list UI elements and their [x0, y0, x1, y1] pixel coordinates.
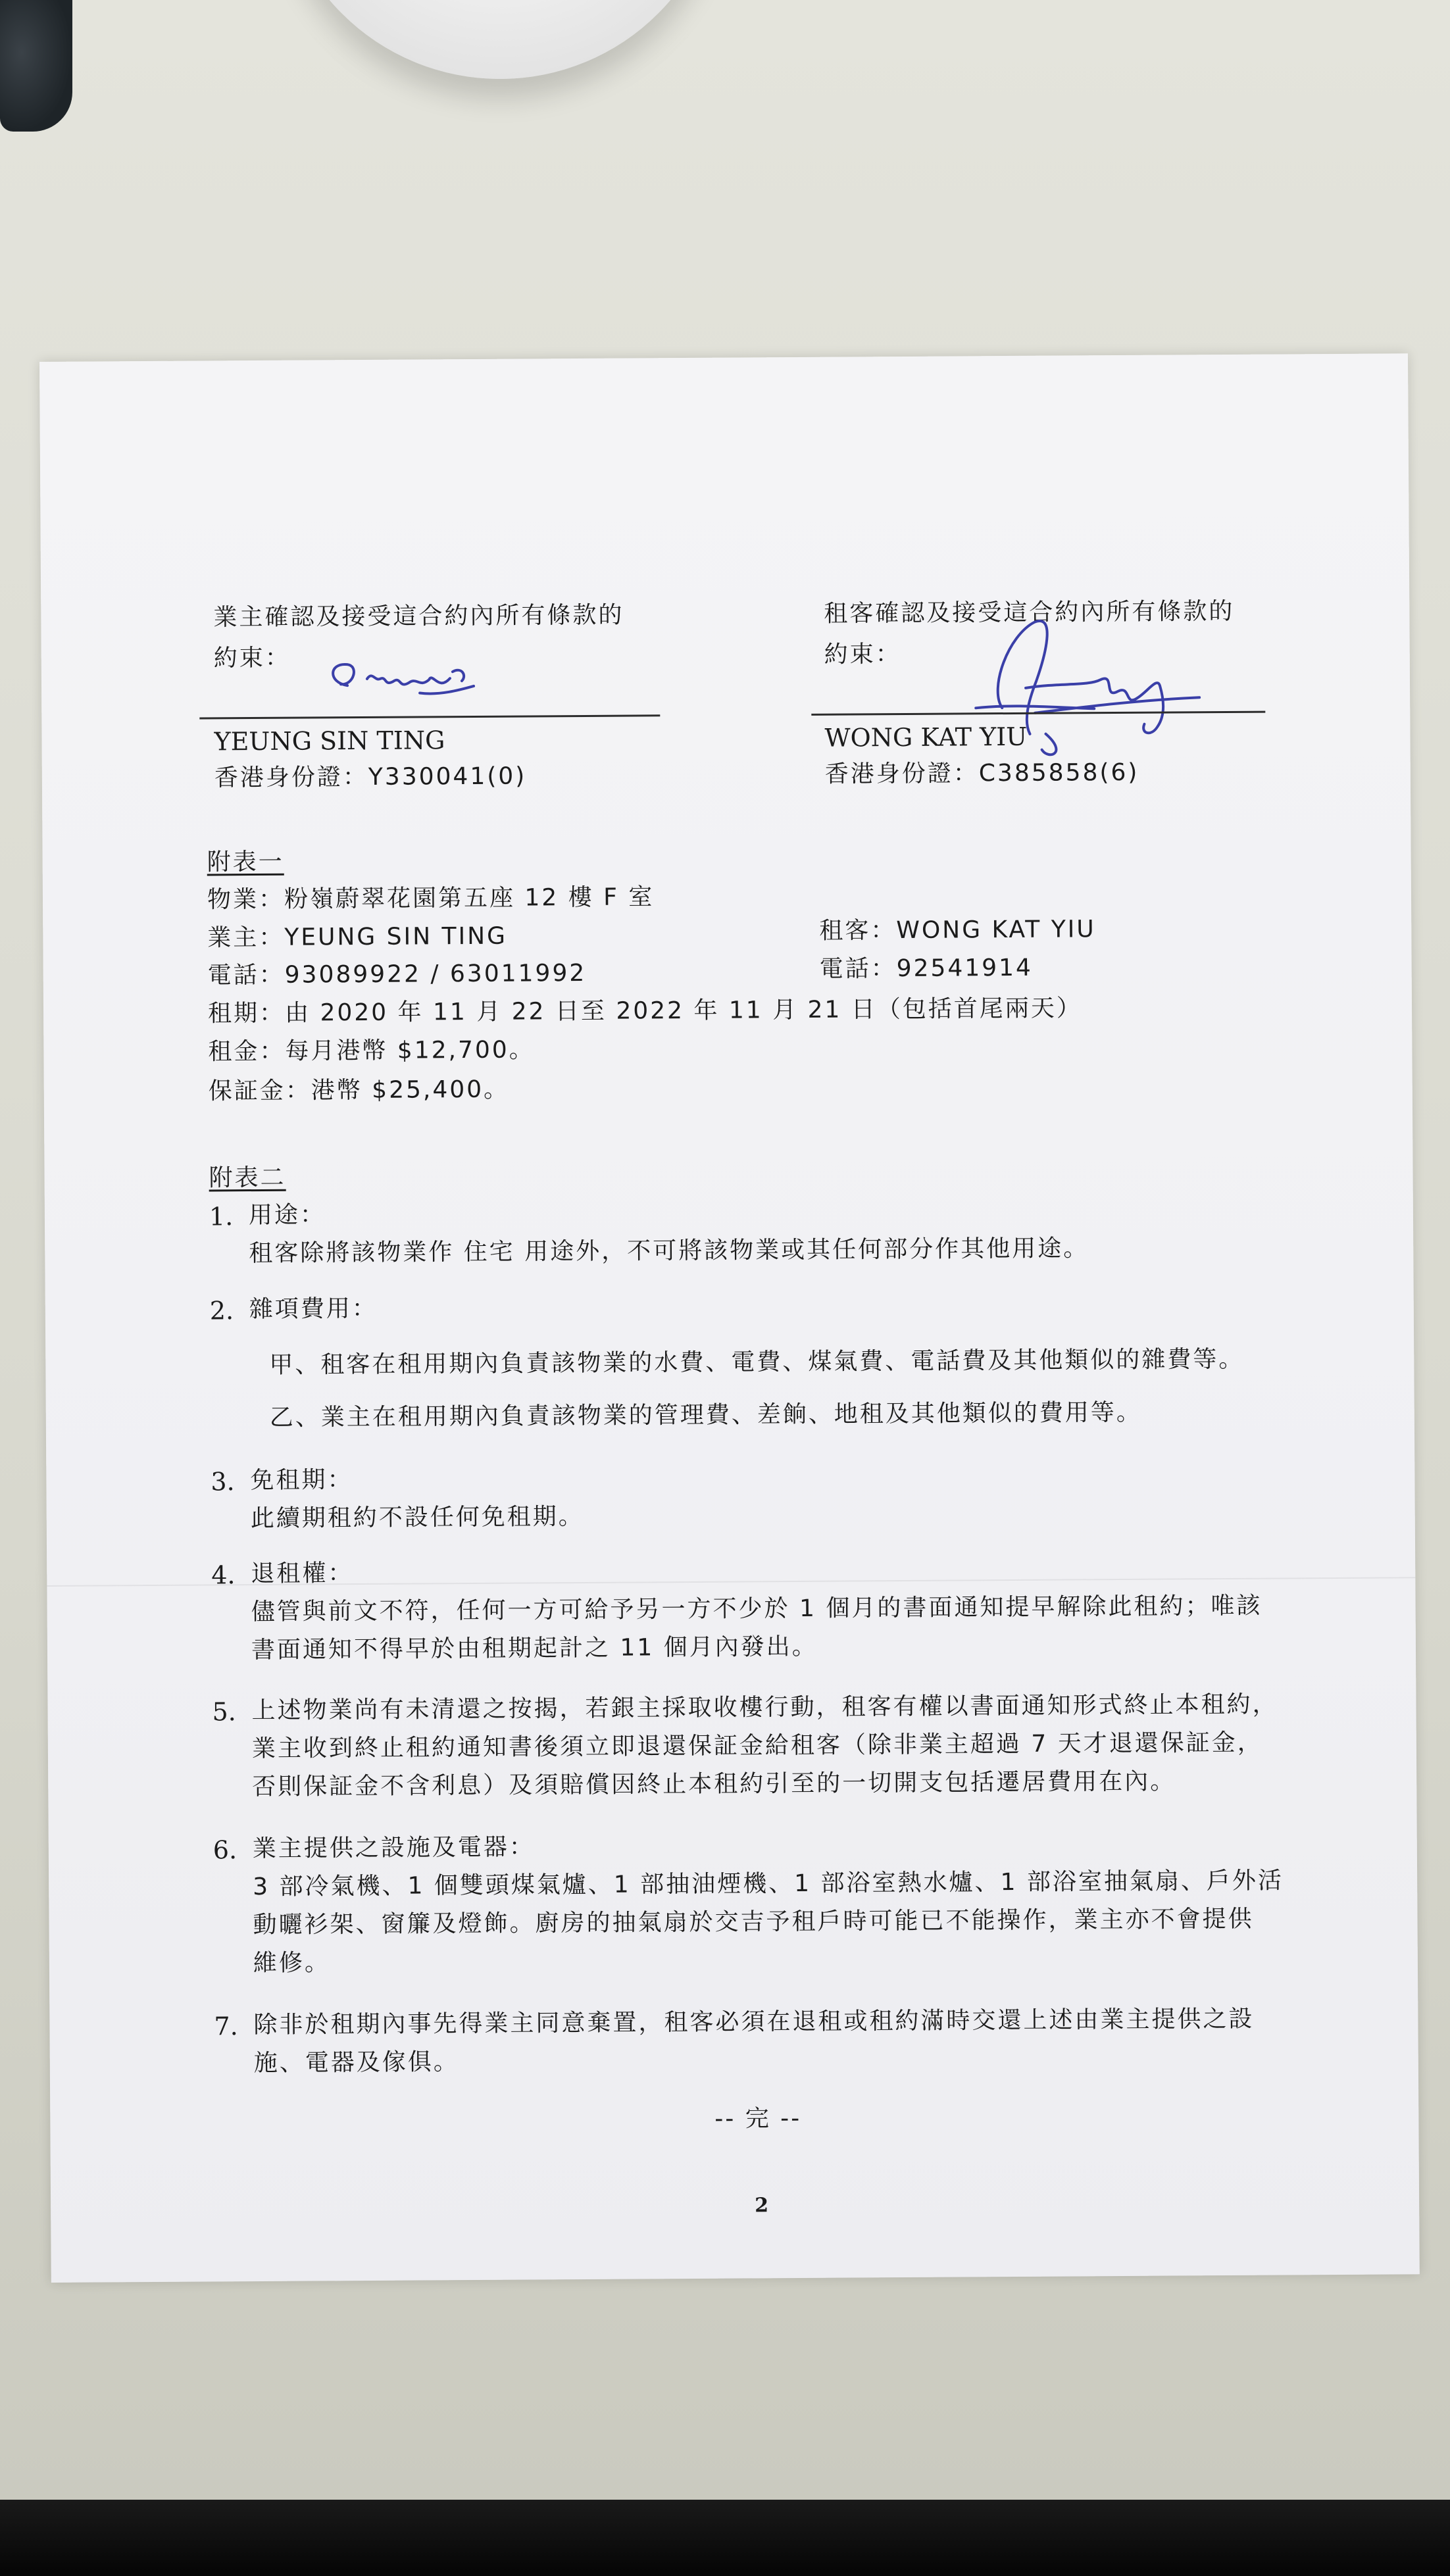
landlord-signature-line	[199, 714, 660, 719]
schedule1-rent: 租金：每月港幣 $12,700。	[208, 1036, 535, 1066]
item-7-number: 7.	[214, 2012, 238, 2041]
tenant-name: WONG KAT YIU	[824, 722, 1028, 753]
contract-page	[39, 353, 1420, 2283]
item-3-number: 3.	[211, 1467, 235, 1497]
schedule2-heading: 附表二	[209, 1164, 286, 1192]
item-6-text-3: 維修。	[253, 1949, 331, 1977]
page-number: 2	[755, 2194, 769, 2217]
tenant-ack-line2: 約束：	[824, 641, 901, 668]
item-6-title: 業主提供之設施及電器：	[252, 1833, 535, 1863]
tenant-id: 香港身份證：C385858(6)	[824, 758, 1139, 788]
end-mark: -- 完 --	[714, 2104, 802, 2133]
landlord-name: YEUNG SIN TING	[214, 726, 445, 756]
schedule1-landlord-phone: 電話：93089922 / 63011992	[207, 959, 587, 989]
item-1-number: 1.	[209, 1202, 234, 1231]
item-4-title: 退租權：	[251, 1560, 354, 1588]
schedule1-term: 租期：由 2020 年 11 月 22 日至 2022 年 11 月 21 日（包括首尾兩天）	[207, 995, 1082, 1028]
landlord-ack-line2: 約束：	[213, 644, 291, 672]
item-6-text-1: 3 部冷氣機、1 個雙頭煤氣爐、1 部抽油煙機、1 部浴室熱水爐、1 部浴室抽氣扇、戶外活	[253, 1867, 1284, 1901]
item-2-text-b: 乙、業主在租用期內負責該物業的管理費、差餉、地租及其他類似的費用等。	[269, 1399, 1142, 1431]
table-edge	[0, 2500, 1450, 2576]
schedule1-tenant: 租客：WONG KAT YIU	[819, 916, 1096, 945]
schedule1-deposit: 保証金：港幣 $25,400。	[208, 1076, 510, 1105]
dark-object	[0, 0, 72, 132]
landlord-id: 香港身份證：Y330041(0)	[214, 762, 527, 792]
item-5-text-3: 否則保証金不含利息）及須賠償因終止本租約引至的一切開支包括遷居費用在內。	[252, 1768, 1176, 1801]
schedule1-heading: 附表一	[207, 848, 284, 876]
item-4-text-1: 儘管與前文不符，任何一方可給予另一方不少於 1 個月的書面通知提早解除此租約；唯該	[251, 1592, 1262, 1626]
item-2-title: 雜項費用：	[249, 1295, 378, 1324]
item-5-text-1: 上述物業尚有未清還之按揭，若銀主採取收樓行動，租客有權以書面通知形式終止本租約，	[251, 1691, 1278, 1725]
item-1-title: 用途：	[248, 1201, 326, 1229]
item-2-text-a: 甲、租客在租用期內負責該物業的水費、電費、煤氣費、電話費及其他類似的雜費等。	[269, 1345, 1245, 1379]
schedule1-landlord: 業主：YEUNG SIN TING	[207, 922, 508, 952]
item-6-text-2: 動曬衫架、窗簾及燈飾。廚房的抽氣扇於交吉予租戶時可能已不能操作，業主亦不會提供	[253, 1905, 1254, 1939]
item-3-title: 免租期：	[250, 1466, 353, 1495]
landlord-signature	[321, 652, 493, 708]
tenant-ack-line1: 租客確認及接受這合約內所有條款的	[824, 597, 1235, 628]
item-5-text-2: 業主收到終止租約通知書後須立即退還保証金給租客（除非業主超過 7 天才退還保証金，	[251, 1729, 1263, 1763]
item-7-text-1: 除非於租期內事先得業主同意棄置，租客必須在退租或租約滿時交還上述由業主提供之設	[253, 2005, 1255, 2039]
item-4-number: 4.	[211, 1560, 236, 1590]
item-1-text: 租客除將該物業作 住宅 用途外，不可將該物業或其任何部分作其他用途。	[249, 1235, 1089, 1268]
item-3-text: 此續期租約不設任何免租期。	[250, 1502, 584, 1533]
schedule1-tenant-phone: 電話：92541914	[819, 954, 1034, 983]
item-4-text-2: 書面通知不得早於由租期起計之 11 個月內發出。	[251, 1633, 818, 1664]
item-5-number: 5.	[212, 1697, 236, 1727]
landlord-ack-line1: 業主確認及接受這合約內所有條款的	[213, 601, 624, 632]
item-7-text-2: 施、電器及傢俱。	[253, 2048, 459, 2077]
schedule1-property: 物業：粉嶺蔚翠花園第五座 12 樓 F 室	[207, 883, 655, 914]
item-2-number: 2.	[209, 1296, 234, 1325]
item-6-number: 6.	[213, 1835, 238, 1865]
